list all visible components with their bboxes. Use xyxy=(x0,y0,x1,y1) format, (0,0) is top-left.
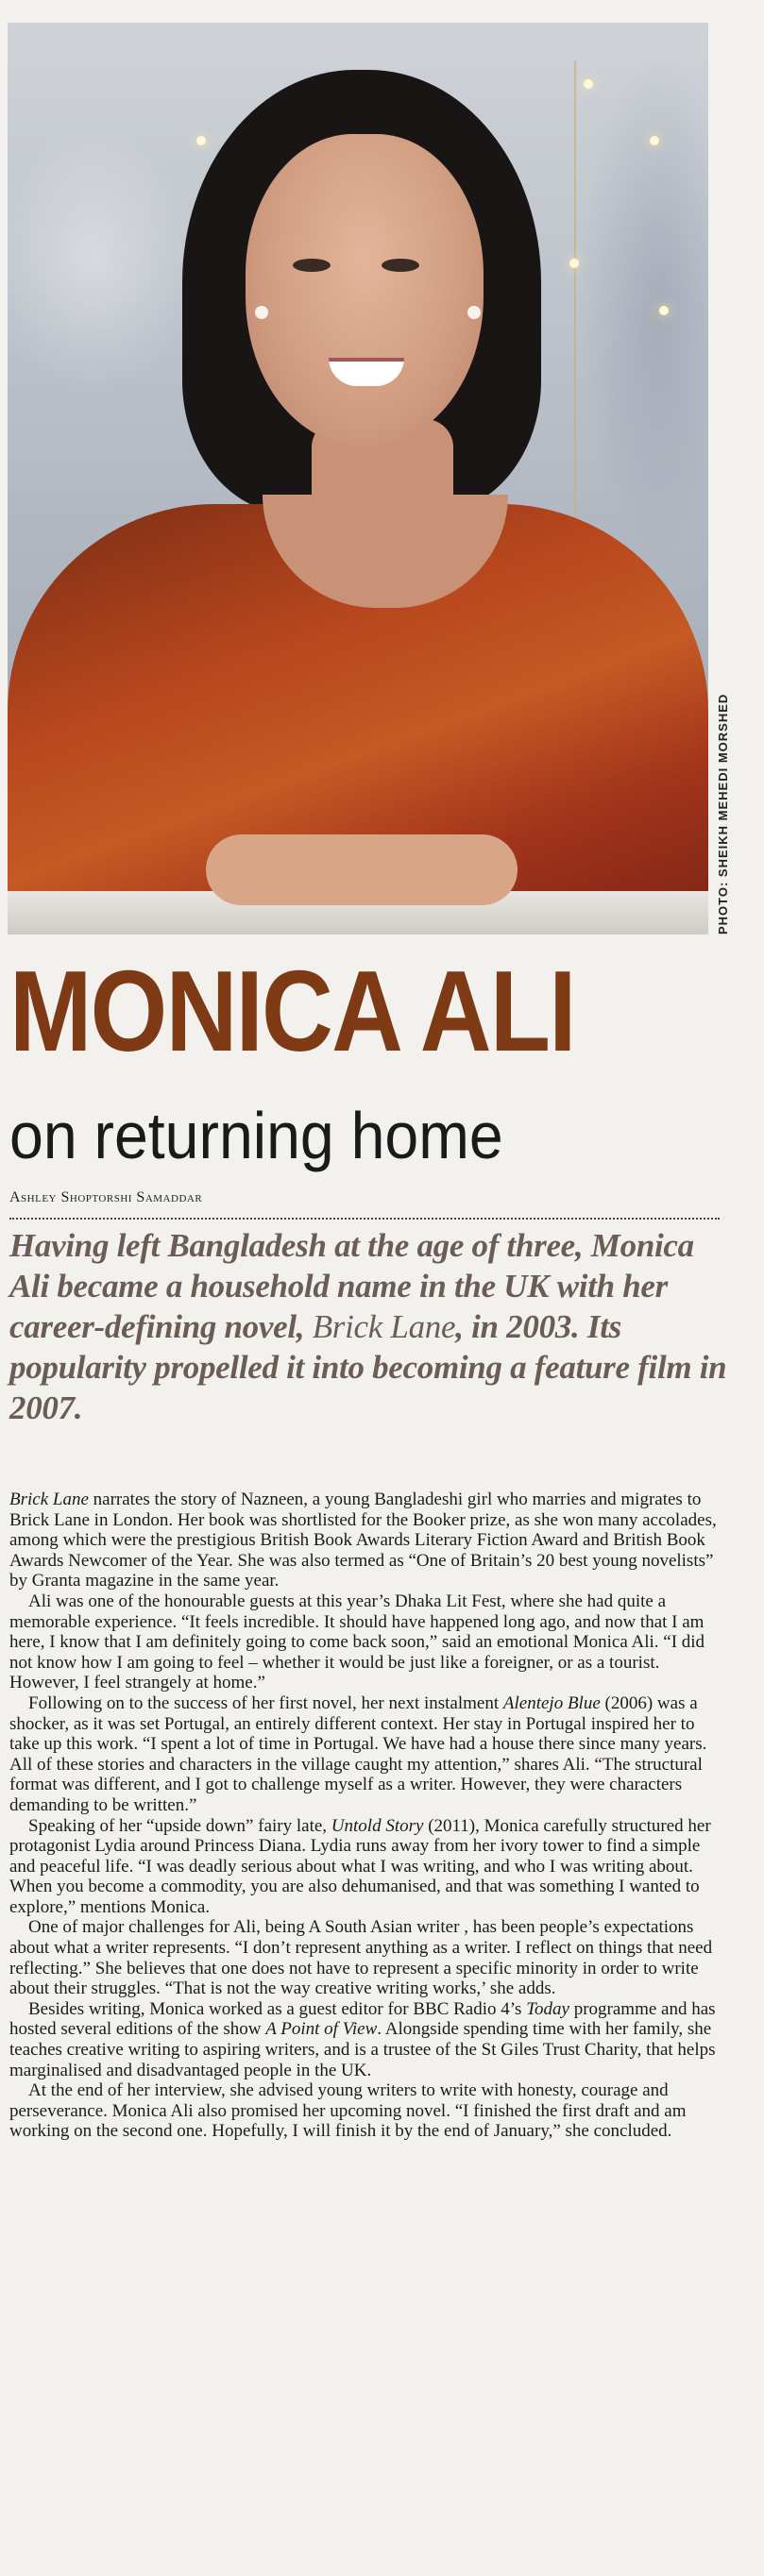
photo-credit: PHOTO: SHEIKH MEHEDI MORSHED xyxy=(716,693,730,934)
face xyxy=(246,134,484,446)
paragraph xyxy=(9,1490,727,1591)
paragraph-text: (2006) was a shocker, as it was set Portugal, an entirely different context. Her stay in Portugal inspired her to take up this work. “I spent a lot of time in Portugal. We have had a house there since many years. All of these stories and characters in the village caught my attention,” shares Ali. “The structural format was different, and I got to challenge myself as a writer. However, they were characters demanding to be written.” xyxy=(9,1692,707,1815)
clasped-hands xyxy=(206,834,518,905)
light-bulb xyxy=(659,306,669,315)
paragraph-text: Speaking of her “upside down” fairy late, xyxy=(28,1815,331,1836)
headline-title: MONICA ALI xyxy=(9,947,575,1075)
paragraph xyxy=(9,1816,727,1918)
portrait-photo xyxy=(8,23,708,934)
string-lights xyxy=(574,60,576,551)
light-bulb xyxy=(569,259,579,268)
standfirst-text-1: Having left Bangladesh at the age of three, Monica Ali became a household name in the UK with her career-defining novel, xyxy=(9,1227,694,1345)
paragraph: At the end of her interview, she advised young writers to write with honesty, courage and perseverance. Monica Ali also promised her upcoming novel. “I finished the first draft and am working on the second one. Hopefully, I will finish it by the end of January,” she concluded. xyxy=(9,2080,687,2142)
paragraph-text: narrates the story of Nazneen, a young Bangladeshi girl who marries and migrates to Brick Lane in London. Her book was shortlisted for the Booker prize, as she won many accolades, among which were the prestigious British Book Awards Literary Fiction Award and British Book Awards Newcomer of the Year. She was also termed as “One of Britain’s 20 best young novelists” by Granta magazine in the same year. xyxy=(9,1490,717,1591)
headline-subtitle: on returning home xyxy=(9,1099,503,1172)
paragraph-text: (2011), Monica carefully structured her protagonist Lydia around Princess Diana. Lydia runs away from her ivory tower to find a simple and peaceful life. “I was deadly serious about what I was writing, and who I was writing about. When you become a commodity, you are also dehumanised, and that was something I wanted to explore,” mentions Monica. xyxy=(9,1815,711,1917)
book-title: Untold Story xyxy=(331,1815,424,1836)
standfirst xyxy=(9,1225,727,1428)
paragraph: One of major challenges for Ali, being A South Asian writer , has been people’s expectations about what a writer represents. “I don’t represent anything as a writer. I reflect on things that need reflecting.” She believes that one does not have to represent a specific minority in order to write about their struggles. “That is not the way creative writing works,’ she adds. xyxy=(9,1917,713,1999)
programme-title: Today xyxy=(526,1998,569,2019)
paragraph-text: . Alongside spending time with her family, she teaches creative writing to aspiring writers, and is a trustee of the St Giles Trust Charity, that helps marginalised and disadvantaged people in the UK. xyxy=(9,2019,716,2080)
pearl-earring xyxy=(467,306,481,319)
light-bulb xyxy=(584,79,593,89)
paragraph-text: Following on to the success of her first novel, her next instalment xyxy=(28,1692,503,1713)
right-eye xyxy=(382,259,419,272)
pearl-earring xyxy=(255,306,268,319)
light-bulb xyxy=(196,136,206,145)
light-bulb xyxy=(650,136,659,145)
book-title: Alentejo Blue xyxy=(502,1692,601,1713)
paragraph xyxy=(9,1693,727,1816)
article-body xyxy=(9,1490,727,2142)
standfirst-book-title: Brick Lane xyxy=(312,1308,456,1345)
paragraph: Ali was one of the honourable guests at this year’s Dhaka Lit Fest, where she had quite a memorable experience. “It feels incredible. It should have happened long ago, and now that I am here, I know that I am definitely going to come back soon,” said an emotional Monica Ali. “I did not know how I am going to feel – whether it would be just like a foreigner, or as a tourist. However, I feel strangely at home.” xyxy=(9,1591,705,1693)
book-title: Brick Lane xyxy=(9,1490,89,1509)
paragraph-text: Besides writing, Monica worked as a guest editor for BBC Radio 4’s xyxy=(28,1998,527,2019)
dotted-divider xyxy=(9,1218,720,1220)
paragraph xyxy=(9,1999,727,2080)
author-byline: Ashley Shoptorshi Samaddar xyxy=(9,1189,203,1205)
paragraph-text: programme and has hosted several editions of the show xyxy=(9,1998,716,2040)
standfirst-text-2: , in 2003. Its popularity propelled it into becoming a feature film in 2007. xyxy=(9,1308,727,1426)
programme-title: A Point of View xyxy=(265,2019,378,2040)
left-eye xyxy=(293,259,331,272)
